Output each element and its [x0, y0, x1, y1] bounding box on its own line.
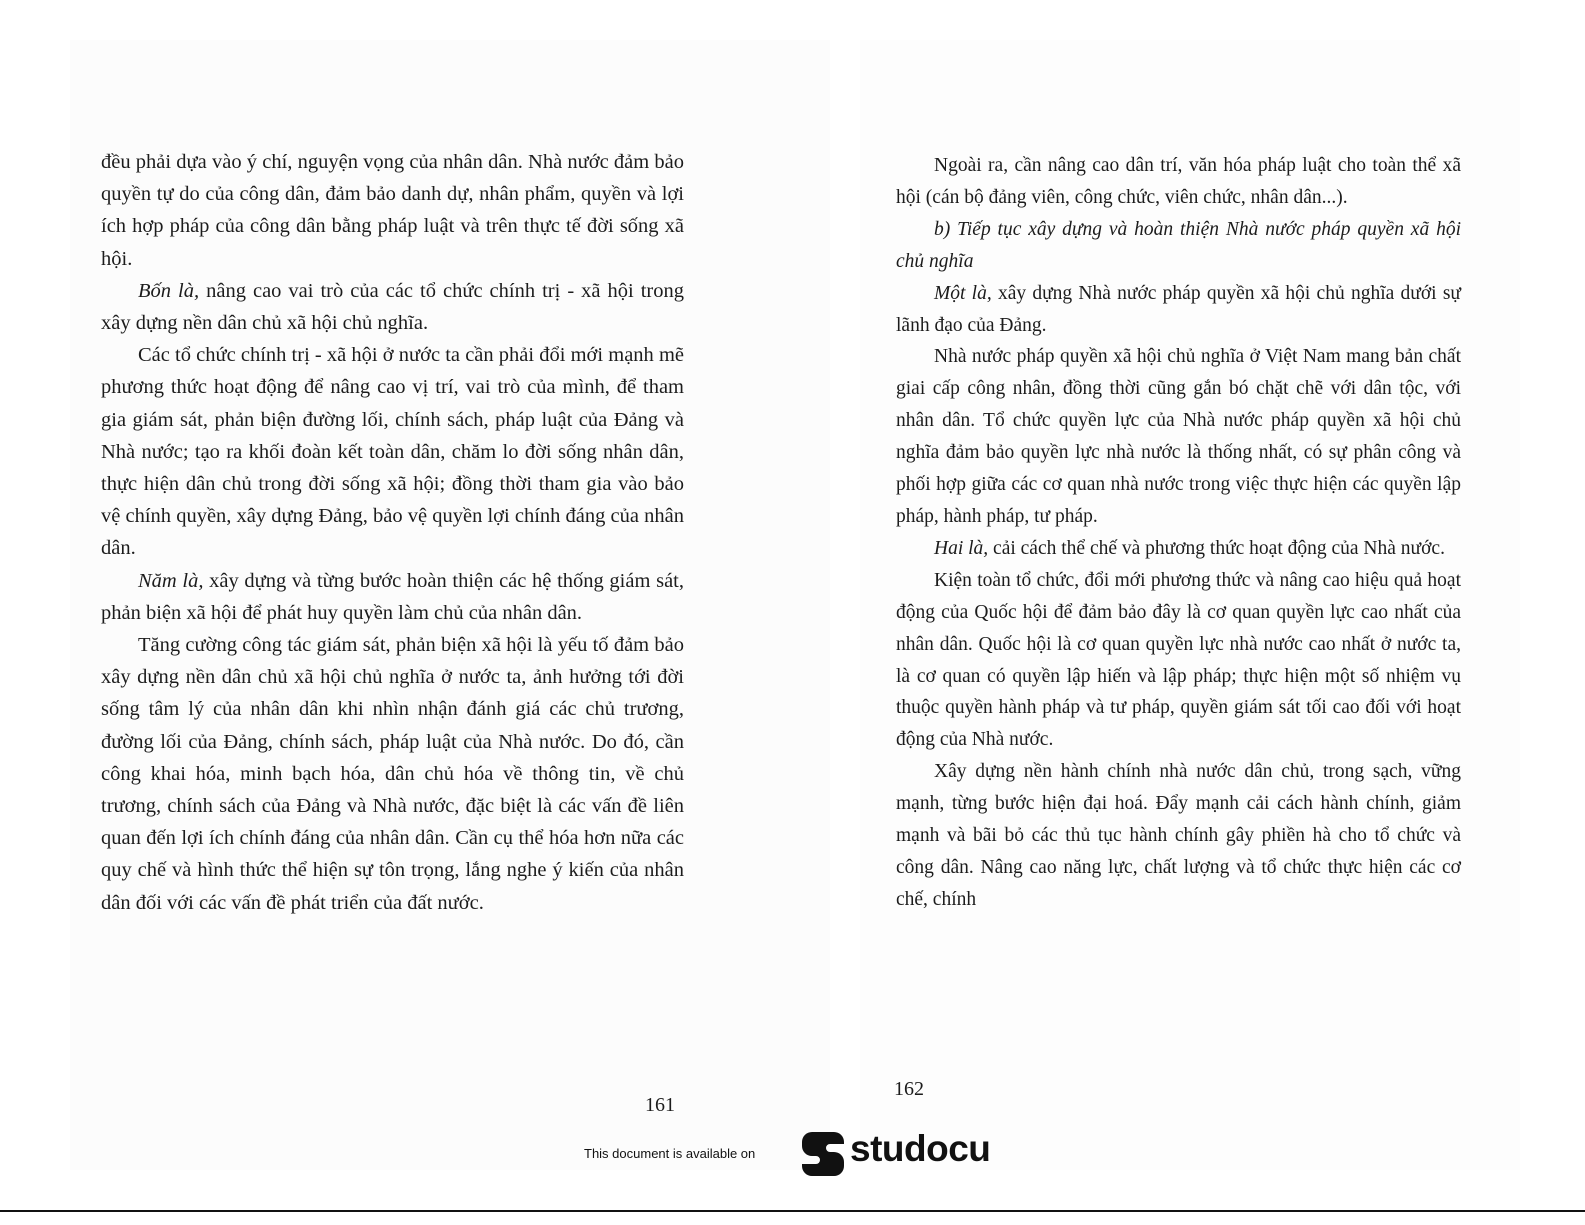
paragraph: Tăng cường công tác giám sát, phản biện xã hội là yếu tố đảm bảo xây dựng nền dân chủ xã hội chủ nghĩa ở nước ta, ảnh hưởng tới đời sống tâm lý của nhân dân khi nhìn nhận đánh giá các chủ trương, đường lối của Đảng, chính sách, pháp luật của Nhà nước. Do đó, cần công khai hóa, minh bạch hóa, dân chủ hóa về thông tin, về chủ trương, chính sách của Đảng và Nhà nước, đặc biệt là các vấn đề liên quan đến lợi ích chính đáng của nhân dân. Cần cụ thể hóa hơn nữa các quy chế và hình thức thể hiện sự tôn trọng, lắng nghe ý kiến của nhân dân đối với các vấn đề phát triển của đất nước.: [101, 634, 684, 914]
left-page-text: [101, 146, 684, 919]
paragraph: Xây dựng nền hành chính nhà nước dân chủ, trong sạch, vững mạnh, từng bước hiện đại hoá. Đẩy mạnh cải cách hành chính, giảm mạnh và bãi bỏ các thủ tục hành chính gây phiền hà cho tổ chức và công dân. Nâng cao năng lực, chất lượng và tổ chức thực hiện các cơ chế, chính: [896, 761, 1461, 910]
paragraph: Kiện toàn tổ chức, đổi mới phương thức và nâng cao hiệu quả hoạt động của Quốc hội để đảm bảo đây là cơ quan quyền lực cao nhất của nhân dân. Quốc hội là cơ quan quyền lực nhà nước cao nhất ở nước ta, là cơ quan có quyền lập hiến và lập pháp; thực hiện một số nhiệm vụ thuộc quyền hành pháp và tư pháp, quyền giám sát tối cao đối với hoạt động của Nhà nước.: [896, 569, 1461, 751]
paragraph: Bốn là, nâng cao vai trò của các tổ chức chính trị - xã hội trong xây dựng nền dân chủ xã hội chủ nghĩa.: [101, 279, 684, 335]
page-number-right: 162: [894, 1078, 924, 1100]
paragraph: Năm là, xây dựng và từng bước hoàn thiện các hệ thống giám sát, phản biện xã hội để phát huy quyền làm chủ của nhân dân.: [101, 569, 684, 624]
studocu-footer: [0, 1126, 1585, 1181]
availability-text: This document is available on: [584, 1146, 756, 1161]
paragraph-lead: Năm là,: [138, 569, 204, 592]
paragraph: Hai là, cải cách thể chế và phương thức hoạt động của Nhà nước.: [934, 537, 1445, 559]
right-page-text: [896, 150, 1461, 916]
paragraph: Một là, xây dựng Nhà nước pháp quyền xã hội chủ nghĩa dưới sự lãnh đạo của Đảng.: [896, 282, 1461, 336]
paragraph-lead: Hai là,: [934, 537, 989, 559]
paragraph: đều phải dựa vào ý chí, nguyện vọng của nhân dân. Nhà nước đảm bảo quyền tự do của công dân, đảm bảo danh dự, nhân phẩm, quyền và lợi ích hợp pháp của công dân bằng pháp luật và trên thực tế đời sống xã hội.: [101, 151, 684, 270]
paragraph-lead: Bốn là,: [138, 279, 200, 302]
page-number-left: 161: [645, 1094, 675, 1116]
section-heading: b) Tiếp tục xây dựng và hoàn thiện Nhà nước pháp quyền xã hội chủ nghĩa: [896, 218, 1461, 272]
bottom-rule: [0, 1210, 1585, 1212]
paragraph: Các tổ chức chính trị - xã hội ở nước ta cần phải đổi mới mạnh mẽ phương thức hoạt động để nâng cao vị trí, vai trò của mình, để tham gia giám sát, phản biện đường lối, chính sách, pháp luật của Đảng và Nhà nước; tạo ra khối đoàn kết toàn dân, chăm lo đời sống nhân dân, thực hiện dân chủ trong đời sống xã hội; đồng thời tham gia vào bảo vệ chính quyền, xây dựng Đảng, bảo vệ quyền lợi chính đáng của nhân dân.: [101, 344, 684, 560]
paragraph: Ngoài ra, cần nâng cao dân trí, văn hóa pháp luật cho toàn thể xã hội (cán bộ đảng viên, công chức, viên chức, nhân dân...).: [896, 155, 1461, 208]
studocu-brand[interactable]: studocu: [850, 1128, 991, 1169]
paragraph: Nhà nước pháp quyền xã hội chủ nghĩa ở Việt Nam mang bản chất giai cấp công nhân, đồng thời cũng gắn bó chặt chẽ với dân tộc, với nhân dân. Tổ chức quyền lực của Nhà nước pháp quyền xã hội chủ nghĩa đảm bảo quyền lực nhà nước là thống nhất, có sự phân công và phối hợp giữa các cơ quan nhà nước trong việc thực hiện các quyền lập pháp, hành pháp, tư pháp.: [896, 346, 1461, 527]
paragraph-lead: Một là,: [934, 282, 992, 304]
studocu-logo-icon[interactable]: [800, 1130, 846, 1178]
